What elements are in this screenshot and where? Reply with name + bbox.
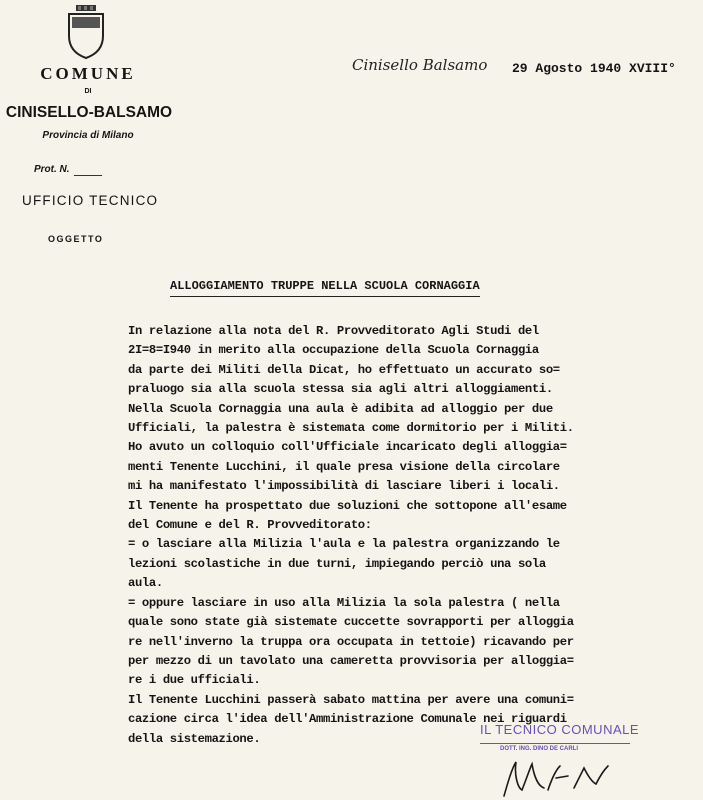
- office-label: UFFICIO TECNICO: [22, 193, 159, 208]
- protocol-number-line: [74, 175, 102, 176]
- comune-heading: COMUNE: [40, 64, 136, 83]
- province-label: Provincia di Milano: [42, 130, 134, 141]
- body-line: Ho avuto un colloquio coll'Ufficiale incaricato degli alloggia=: [128, 440, 567, 455]
- body-line: lezioni scolastiche in due turni, impiegando perciò una sola: [128, 556, 546, 571]
- protocol-label: Prot. N.: [34, 164, 70, 175]
- body-line: per mezzo di un tavolato una cameretta provvisoria per alloggia=: [128, 653, 574, 668]
- stamp-divider: [480, 743, 630, 744]
- place-handwritten: Cinisello Balsamo: [352, 56, 488, 74]
- body-line: aula.: [128, 576, 163, 591]
- di-label: DI: [84, 88, 92, 95]
- town-name: CINISELLO-BALSAMO: [5, 104, 173, 121]
- body-line: mi ha manifestato l'impossibilità di lasciare liberi i locali.: [128, 479, 560, 494]
- body-line: 2I=8=I940 in merito alla occupazione della Scuola Cornaggia: [128, 343, 539, 358]
- body-line: del Comune e del R. Provveditorato:: [128, 518, 372, 533]
- body-line: Nella Scuola Cornaggia una aula è adibita ad alloggio per due: [128, 401, 553, 416]
- handwritten-signature: [492, 752, 642, 800]
- letter-date: 29 Agosto 1940 XVIII°: [512, 61, 676, 76]
- body-line: della sistemazione.: [128, 731, 261, 746]
- body-line: Ufficiali, la palestra è sistemata come dormitorio per i Militi.: [128, 421, 574, 436]
- letter-body: [128, 322, 700, 749]
- stamp-subtitle: DOTT. ING. DINO DE CARLI: [500, 746, 578, 752]
- body-line: re i due ufficiali.: [128, 673, 261, 688]
- body-line: cazione circa l'idea dell'Amministrazione Comunale nei riguardi: [128, 712, 567, 727]
- coat-of-arms-icon: [66, 4, 106, 60]
- body-line: menti Tenente Lucchini, il quale presa visione della circolare: [128, 459, 560, 474]
- body-line: = o lasciare alla Milizia l'aula e la palestra organizzando le: [128, 537, 560, 552]
- body-line: Il Tenente Lucchini passerà sabato mattina per avere una comuni=: [128, 692, 574, 707]
- body-line: Il Tenente ha prospettato due soluzioni che sottopone all'esame: [128, 498, 567, 513]
- body-line: praluogo sia alla scuola stessa sia agli altri alloggiamenti.: [128, 382, 553, 397]
- body-line: In relazione alla nota del R. Provveditorato Agli Studi del: [128, 324, 539, 338]
- subject-heading: ALLOGGIAMENTO TRUPPE NELLA SCUOLA CORNAGGIA: [170, 279, 480, 297]
- oggetto-label: OGGETTO: [48, 234, 104, 244]
- body-line: re nell'inverno la truppa ora occupata in tettoie) ricavando per: [128, 634, 574, 649]
- body-line: = oppure lasciare in uso alla Milizia la sola palestra ( nella: [128, 595, 560, 610]
- official-stamp: IL TECNICO COMUNALE: [480, 722, 640, 737]
- body-line: da parte dei Militi della Dicat, ho effettuato un accurato so=: [128, 362, 560, 377]
- body-line: quale sono state già sistemate cuccette sovrapporti per alloggia: [128, 615, 574, 630]
